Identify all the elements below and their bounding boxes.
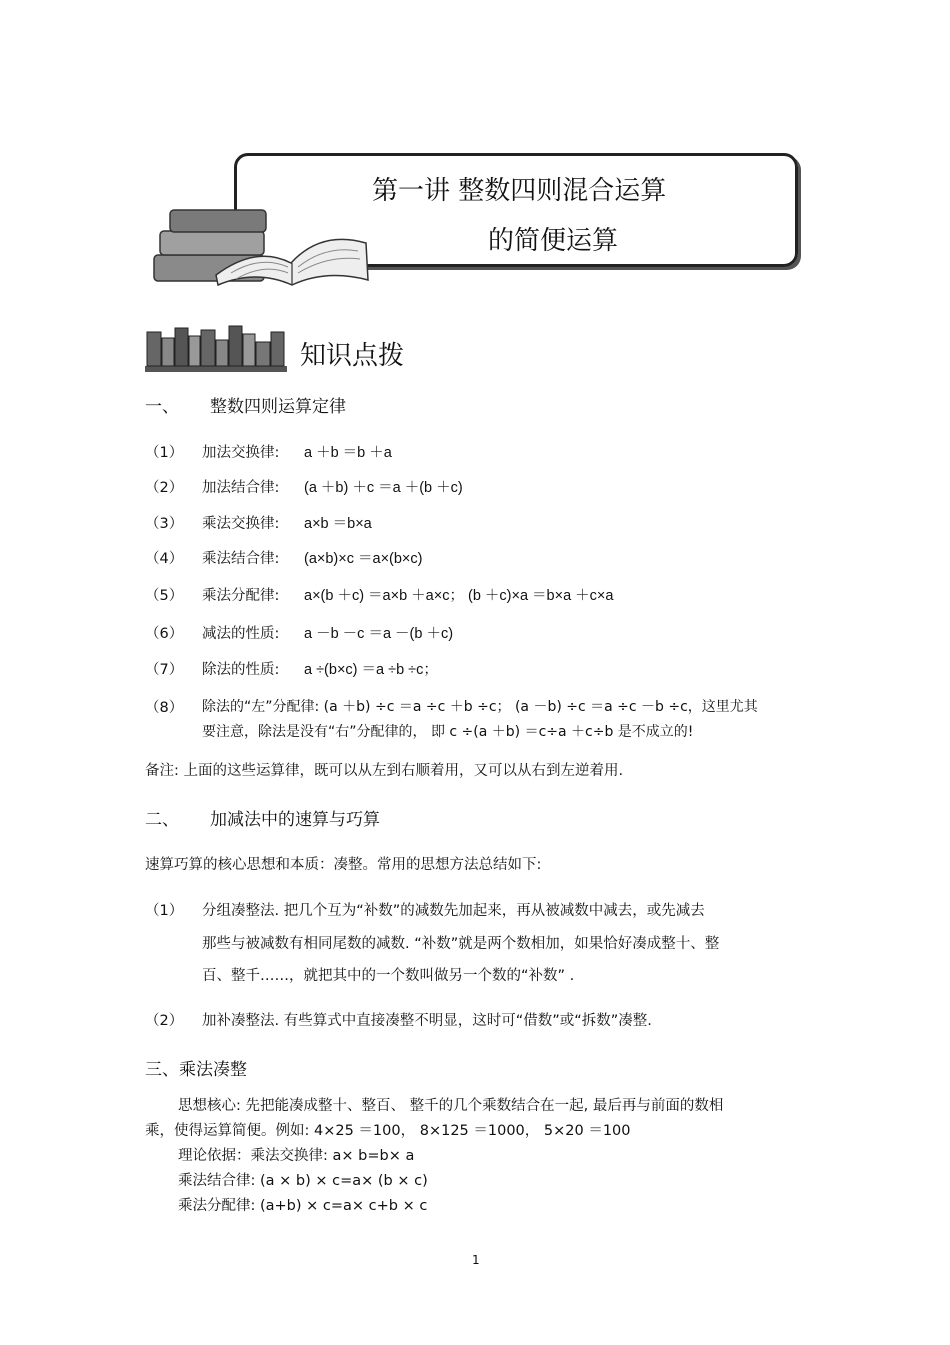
item1-line-1: 分组凑整法. 把几个互为“补数”的减数先加起来，再从被减数中减去，或先减去 <box>202 903 705 919</box>
item2-text: 加补凑整法. 有些算式中直接凑整不明显，这时可“借数”或“拆数”凑整. <box>202 1013 652 1029</box>
law-number: （4） <box>145 551 184 567</box>
part3-assoc: 乘法结合律: (a × b) × c=a× (b × c) <box>178 1173 428 1189</box>
item-number: （1） <box>145 903 184 919</box>
part3-line-1: 思想核心: 先把能凑成整十、整百、 整千的几个乘数结合在一起, 最后再与前面的数相 <box>178 1098 724 1114</box>
law-name: 减法的性质: <box>202 626 280 642</box>
law-formula: a ＋b ＝b ＋a <box>304 445 392 461</box>
bookshelf-icon <box>145 322 287 374</box>
page-number: 1 <box>472 1253 480 1267</box>
law-name: 乘法结合律: <box>202 551 280 567</box>
law8-line-2: 要注意，除法是没有“右”分配律的， 即 c ÷(a ＋b) ＝c÷a ＋c÷b 是不成立的! <box>202 724 694 740</box>
part2-intro: 速算巧算的核心思想和本质：凑整。常用的思想方法总结如下: <box>145 857 542 873</box>
books-icon <box>146 205 376 287</box>
law-number: （7） <box>145 662 184 678</box>
part2-title: 加减法中的速算与巧算 <box>210 810 380 830</box>
law8-line-1: 除法的“左”分配律: (a ＋b) ÷c ＝a ÷c ＋b ÷c； (a －b) ÷c ＝a ÷c －b ÷c，这里尤其 <box>202 699 758 715</box>
law-number: （6） <box>145 626 184 642</box>
item-number: （2） <box>145 1013 184 1029</box>
title-line-2: 的简便运算 <box>488 226 619 256</box>
law-number: （2） <box>145 480 184 496</box>
law-name: 加法结合律: <box>202 480 280 496</box>
part3-line-2: 乘，使得运算简便。例如: 4×25 ＝100， 8×125 ＝1000， 5×20 ＝100 <box>145 1123 631 1139</box>
law-number: （3） <box>145 516 184 532</box>
part3-title: 三、乘法凑整 <box>145 1060 247 1080</box>
law-formula: (a×b)×c ＝a×(b×c) <box>304 551 423 567</box>
law-formula: a ÷(b×c) ＝a ÷b ÷c； <box>304 662 438 678</box>
part2-number: 二、 <box>145 810 179 830</box>
note: 备注: 上面的这些运算律，既可以从左到右顺着用，又可以从右到左逆着用. <box>145 763 624 779</box>
part3-distrib: 乘法分配律: (a+b) × c=a× c+b × c <box>178 1198 428 1214</box>
law-formula: a×b ＝b×a <box>304 516 372 532</box>
law-formula: (a ＋b) ＋c ＝a ＋(b ＋c) <box>304 480 463 496</box>
part1-number: 一、 <box>145 397 179 417</box>
law-formula: a －b －c ＝a －(b ＋c) <box>304 626 454 642</box>
law-name: 加法交换律: <box>202 445 280 461</box>
law-name: 除法的性质: <box>202 662 280 678</box>
law-formula: a×(b ＋c) ＝a×b ＋a×c； (b ＋c)×a ＝b×a ＋c×a <box>304 588 614 604</box>
law-number: （1） <box>145 445 184 461</box>
part3-basis: 理论依据：乘法交换律: a× b=b× a <box>178 1148 415 1164</box>
title-line-1: 第一讲 整数四则混合运算 <box>372 176 667 206</box>
law-number: （5） <box>145 588 184 604</box>
law-name: 乘法交换律: <box>202 516 280 532</box>
law-number: （8） <box>145 700 184 716</box>
section-heading: 知识点拨 <box>300 341 405 371</box>
law-name: 乘法分配律: <box>202 588 280 604</box>
item1-line-2: 那些与被减数有相同尾数的减数. “补数”就是两个数相加，如果恰好凑成整十、整 <box>202 936 720 952</box>
item1-line-3: 百、整千……，就把其中的一个数叫做另一个数的“补数” . <box>202 968 575 984</box>
part1-title: 整数四则运算定律 <box>210 397 346 417</box>
